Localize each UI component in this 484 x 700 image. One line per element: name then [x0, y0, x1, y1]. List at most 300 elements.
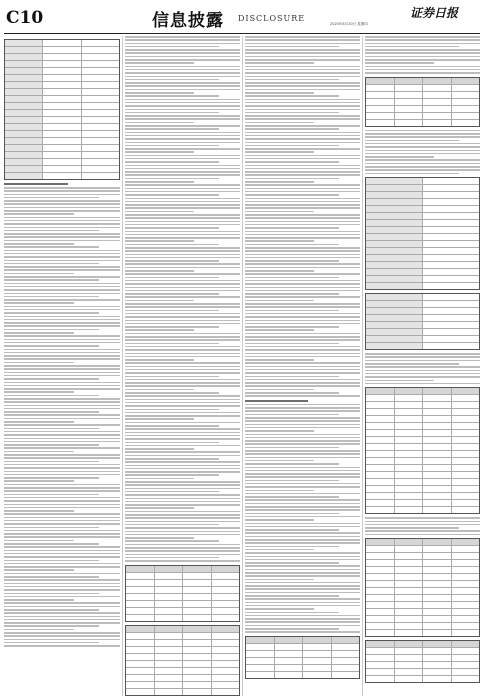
text-line [245, 158, 360, 160]
text-line [245, 270, 314, 272]
table-cell [246, 644, 275, 650]
table-cell [452, 669, 480, 675]
text-line [4, 197, 99, 199]
table-row [366, 458, 479, 465]
table-cell [366, 113, 395, 119]
table-cell [82, 54, 119, 60]
table-cell [183, 615, 212, 621]
text-line [4, 342, 120, 344]
text-line [245, 207, 360, 209]
text-line [245, 575, 360, 577]
table-cell [452, 553, 480, 559]
text-line [245, 356, 360, 358]
text-line [245, 362, 360, 364]
text-line [245, 69, 360, 71]
text-line [125, 89, 240, 91]
text-line [245, 181, 314, 183]
table-cell [452, 493, 480, 499]
text-line [245, 349, 360, 351]
text-line [245, 76, 360, 78]
table-cell [43, 145, 81, 151]
table-row [5, 131, 119, 138]
text-line [125, 250, 240, 252]
text-line [4, 639, 120, 641]
table-row [366, 120, 479, 126]
text-line [125, 395, 240, 397]
text-line [245, 372, 360, 374]
table-row [366, 676, 479, 682]
text-line [125, 257, 240, 259]
table-cell [366, 294, 423, 300]
table-cell [43, 131, 81, 137]
table-cell [126, 640, 155, 646]
text-line [245, 313, 360, 315]
text-line [125, 313, 240, 315]
table-cell [395, 486, 424, 492]
table-cell [155, 654, 184, 660]
table-cell [395, 507, 424, 513]
text-line [245, 188, 360, 190]
column-3 [245, 36, 360, 696]
table-cell [395, 676, 424, 682]
table-row [366, 343, 479, 349]
text-line [4, 451, 74, 453]
table-cell [452, 416, 480, 422]
table-cell [5, 47, 43, 53]
text-line [4, 253, 120, 255]
text-line [245, 480, 339, 482]
table-cell [183, 626, 212, 632]
text-line [245, 615, 360, 617]
table-row [126, 615, 239, 621]
text-line [245, 516, 360, 518]
table-cell [423, 336, 479, 342]
table-row [126, 601, 239, 608]
table-row [366, 192, 479, 199]
text-line [245, 513, 339, 515]
text-line [245, 569, 360, 571]
table-row [366, 609, 479, 616]
text-line [125, 148, 240, 150]
text-line [4, 329, 99, 331]
table-cell [366, 99, 395, 105]
table-cell [126, 675, 155, 681]
text-line [4, 579, 120, 581]
text-line [245, 470, 360, 472]
text-line [125, 550, 240, 552]
table-cell [155, 661, 184, 667]
table-cell [5, 40, 43, 46]
text-line [245, 231, 360, 233]
text-line [245, 506, 360, 508]
text-line [4, 461, 99, 463]
text-line [125, 442, 219, 444]
table-row [126, 654, 239, 661]
table-cell [183, 587, 212, 593]
table-cell [5, 96, 43, 102]
table-cell [452, 602, 480, 608]
table-cell [5, 61, 43, 67]
text-line [365, 46, 459, 48]
table-cell [82, 173, 119, 179]
table-cell [395, 609, 424, 615]
table-cell [452, 444, 480, 450]
table-cell [423, 437, 452, 443]
table-cell [395, 458, 424, 464]
table-cell [366, 609, 395, 615]
table-cell [452, 609, 480, 615]
table-row [126, 647, 239, 654]
table-row [366, 588, 479, 595]
table-cell [366, 416, 395, 422]
text-line [365, 49, 480, 51]
text-line [245, 490, 314, 492]
text-line [125, 178, 219, 180]
table-cell [452, 500, 480, 506]
text-line [245, 82, 360, 84]
data-table [365, 538, 480, 637]
text-line [125, 560, 240, 562]
text-line [125, 59, 240, 61]
table-cell [452, 106, 480, 112]
table-cell [155, 615, 184, 621]
text-line [4, 395, 99, 397]
text-line [245, 287, 360, 289]
table-cell [366, 315, 423, 321]
table-cell [212, 661, 240, 667]
text-line [125, 379, 240, 381]
text-line [125, 184, 240, 186]
text-line [125, 36, 240, 38]
text-line [125, 293, 219, 295]
table-cell [423, 308, 479, 314]
table-cell [212, 633, 240, 639]
table-cell [452, 458, 480, 464]
text-line [125, 52, 240, 54]
table-row [366, 99, 479, 106]
table-cell [423, 669, 452, 675]
text-line [125, 346, 240, 348]
text-line [125, 260, 219, 262]
text-line [4, 391, 74, 393]
table-cell [366, 655, 395, 661]
table-row [5, 96, 119, 103]
text-line [4, 266, 120, 268]
text-line [125, 168, 240, 170]
text-line [125, 76, 240, 78]
table-cell [43, 159, 81, 165]
table-cell [395, 595, 424, 601]
text-line [125, 537, 194, 539]
table-row [126, 626, 239, 633]
text-line [245, 194, 339, 196]
text-line [125, 534, 240, 536]
text-line [245, 389, 314, 391]
text-line [4, 200, 120, 202]
text-line [4, 388, 120, 390]
table-cell [183, 689, 212, 695]
text-line [4, 269, 120, 271]
table-cell [126, 689, 155, 695]
text-line [4, 513, 120, 515]
text-line [4, 625, 99, 627]
text-line [245, 450, 360, 452]
text-line [245, 463, 339, 465]
text-line [4, 428, 99, 430]
text-line [125, 425, 219, 427]
text-line [125, 105, 240, 107]
text-line [125, 155, 240, 157]
text-line [4, 563, 120, 565]
table-cell [366, 669, 395, 675]
text-line [365, 153, 480, 155]
table-cell [423, 416, 452, 422]
text-line [4, 332, 74, 334]
table-cell [212, 675, 240, 681]
table-cell [395, 395, 424, 401]
text-line [245, 339, 360, 341]
text-line [125, 316, 240, 318]
text-line [245, 598, 360, 600]
text-line [245, 608, 314, 610]
table-cell [452, 99, 480, 105]
table-cell [366, 676, 395, 682]
table-cell [366, 301, 423, 307]
text-line [4, 414, 120, 416]
table-cell [43, 103, 81, 109]
text-line [4, 368, 120, 370]
table-row [246, 658, 359, 665]
table-cell [452, 486, 480, 492]
table-row [366, 262, 479, 269]
text-line [4, 474, 120, 476]
table-cell [366, 308, 423, 314]
table-cell [43, 40, 81, 46]
table-row [366, 395, 479, 402]
text-line [245, 283, 360, 285]
table-cell [423, 546, 452, 552]
table-cell [155, 580, 184, 586]
table-cell [366, 472, 395, 478]
table-cell [183, 647, 212, 653]
table-cell [155, 594, 184, 600]
table-cell [366, 78, 395, 84]
table-cell [423, 676, 452, 682]
table-cell [366, 85, 395, 91]
table-row [366, 616, 479, 623]
table-row [366, 630, 479, 636]
table-row [5, 152, 119, 159]
text-line [245, 602, 360, 604]
text-line [4, 494, 99, 496]
text-line [125, 207, 240, 209]
table-cell [126, 668, 155, 674]
text-line [245, 145, 339, 147]
table-cell [423, 616, 452, 622]
text-line [125, 62, 194, 64]
table-cell [395, 669, 424, 675]
table-row [366, 213, 479, 220]
text-line [125, 385, 240, 387]
text-line [4, 246, 99, 248]
text-line [125, 488, 240, 490]
table-cell [366, 616, 395, 622]
table-cell [452, 567, 480, 573]
text-line [245, 326, 339, 328]
text-line [4, 405, 120, 407]
text-line [4, 273, 74, 275]
table-row [366, 560, 479, 567]
table-cell [332, 665, 360, 671]
table-cell [366, 500, 395, 506]
table-cell [366, 241, 423, 247]
table-cell [366, 388, 395, 394]
table-cell [395, 78, 424, 84]
table-cell [155, 682, 184, 688]
table-cell [183, 675, 212, 681]
text-line [245, 237, 360, 239]
table-cell [423, 602, 452, 608]
text-line [365, 130, 480, 132]
text-line [365, 62, 434, 64]
text-line [4, 345, 99, 347]
table-cell [82, 159, 119, 165]
text-line [4, 609, 99, 611]
text-line [4, 434, 120, 436]
table-cell [366, 395, 395, 401]
table-cell [423, 609, 452, 615]
table-cell [395, 500, 424, 506]
text-line [4, 533, 120, 535]
table-cell [423, 241, 479, 247]
table-cell [155, 566, 184, 572]
text-line [125, 231, 240, 233]
table-row [5, 68, 119, 75]
text-line [245, 62, 314, 64]
text-line [4, 302, 74, 304]
data-table [365, 77, 480, 127]
text-line [125, 280, 240, 282]
table-row [5, 138, 119, 145]
table-cell [303, 644, 332, 650]
table-cell [366, 220, 423, 226]
text-line [4, 256, 120, 258]
table-cell [395, 106, 424, 112]
table-cell [423, 388, 452, 394]
table-cell [395, 402, 424, 408]
table-cell [126, 580, 155, 586]
text-line [365, 380, 434, 382]
text-line [4, 507, 120, 509]
table-cell [423, 641, 452, 647]
text-line [365, 353, 480, 355]
table-row [366, 388, 479, 395]
table-cell [212, 566, 240, 572]
data-table [365, 293, 480, 350]
text-line [245, 316, 360, 318]
text-line [4, 236, 120, 238]
table-row [366, 655, 479, 662]
text-line [4, 335, 120, 337]
table-cell [452, 588, 480, 594]
table-cell [275, 651, 304, 657]
text-line [4, 504, 120, 506]
table-cell [366, 283, 423, 289]
table-cell [395, 493, 424, 499]
table-cell [452, 539, 480, 545]
text-line [245, 628, 339, 630]
table-cell [395, 630, 424, 636]
text-line [245, 379, 360, 381]
text-line [125, 501, 240, 503]
text-line [245, 483, 360, 485]
text-line [4, 622, 120, 624]
text-line [125, 290, 240, 292]
table-cell [452, 574, 480, 580]
text-line [4, 190, 120, 192]
text-line [4, 378, 99, 380]
text-line [4, 276, 120, 278]
text-line [4, 438, 120, 440]
table-cell [366, 465, 395, 471]
table-cell [366, 437, 395, 443]
table-cell [423, 472, 452, 478]
text-line [245, 430, 314, 432]
text-line [4, 497, 120, 499]
text-line [4, 543, 99, 545]
table-cell [452, 402, 480, 408]
text-line [125, 461, 240, 463]
table-row [246, 644, 359, 651]
text-line [4, 203, 120, 205]
text-line [125, 402, 240, 404]
table-cell [395, 641, 424, 647]
text-line [365, 39, 480, 41]
table-cell [366, 588, 395, 594]
text-line [245, 240, 314, 242]
table-row [366, 553, 479, 560]
table-row [126, 594, 239, 601]
text-line [125, 145, 219, 147]
table-row [366, 437, 479, 444]
text-line [125, 247, 240, 249]
issue-date: 2020年8月20日 星期四 [330, 22, 368, 26]
text-line [245, 503, 360, 505]
text-line [365, 524, 480, 526]
text-line [4, 500, 120, 502]
table-cell [423, 479, 452, 485]
text-line [125, 451, 240, 453]
text-line [245, 447, 339, 449]
table-cell [43, 166, 81, 172]
text-line [125, 151, 194, 153]
text-line [4, 527, 99, 529]
text-line [365, 163, 480, 165]
table-cell [423, 213, 479, 219]
text-line [125, 102, 240, 104]
table-cell [155, 647, 184, 653]
table-cell [423, 655, 452, 661]
table-cell [212, 689, 240, 695]
data-table [125, 565, 240, 622]
text-line [125, 531, 240, 533]
text-line [125, 422, 240, 424]
table-cell [423, 294, 479, 300]
text-line [245, 201, 360, 203]
text-line [4, 523, 120, 525]
text-line [125, 504, 240, 506]
text-line [245, 227, 339, 229]
